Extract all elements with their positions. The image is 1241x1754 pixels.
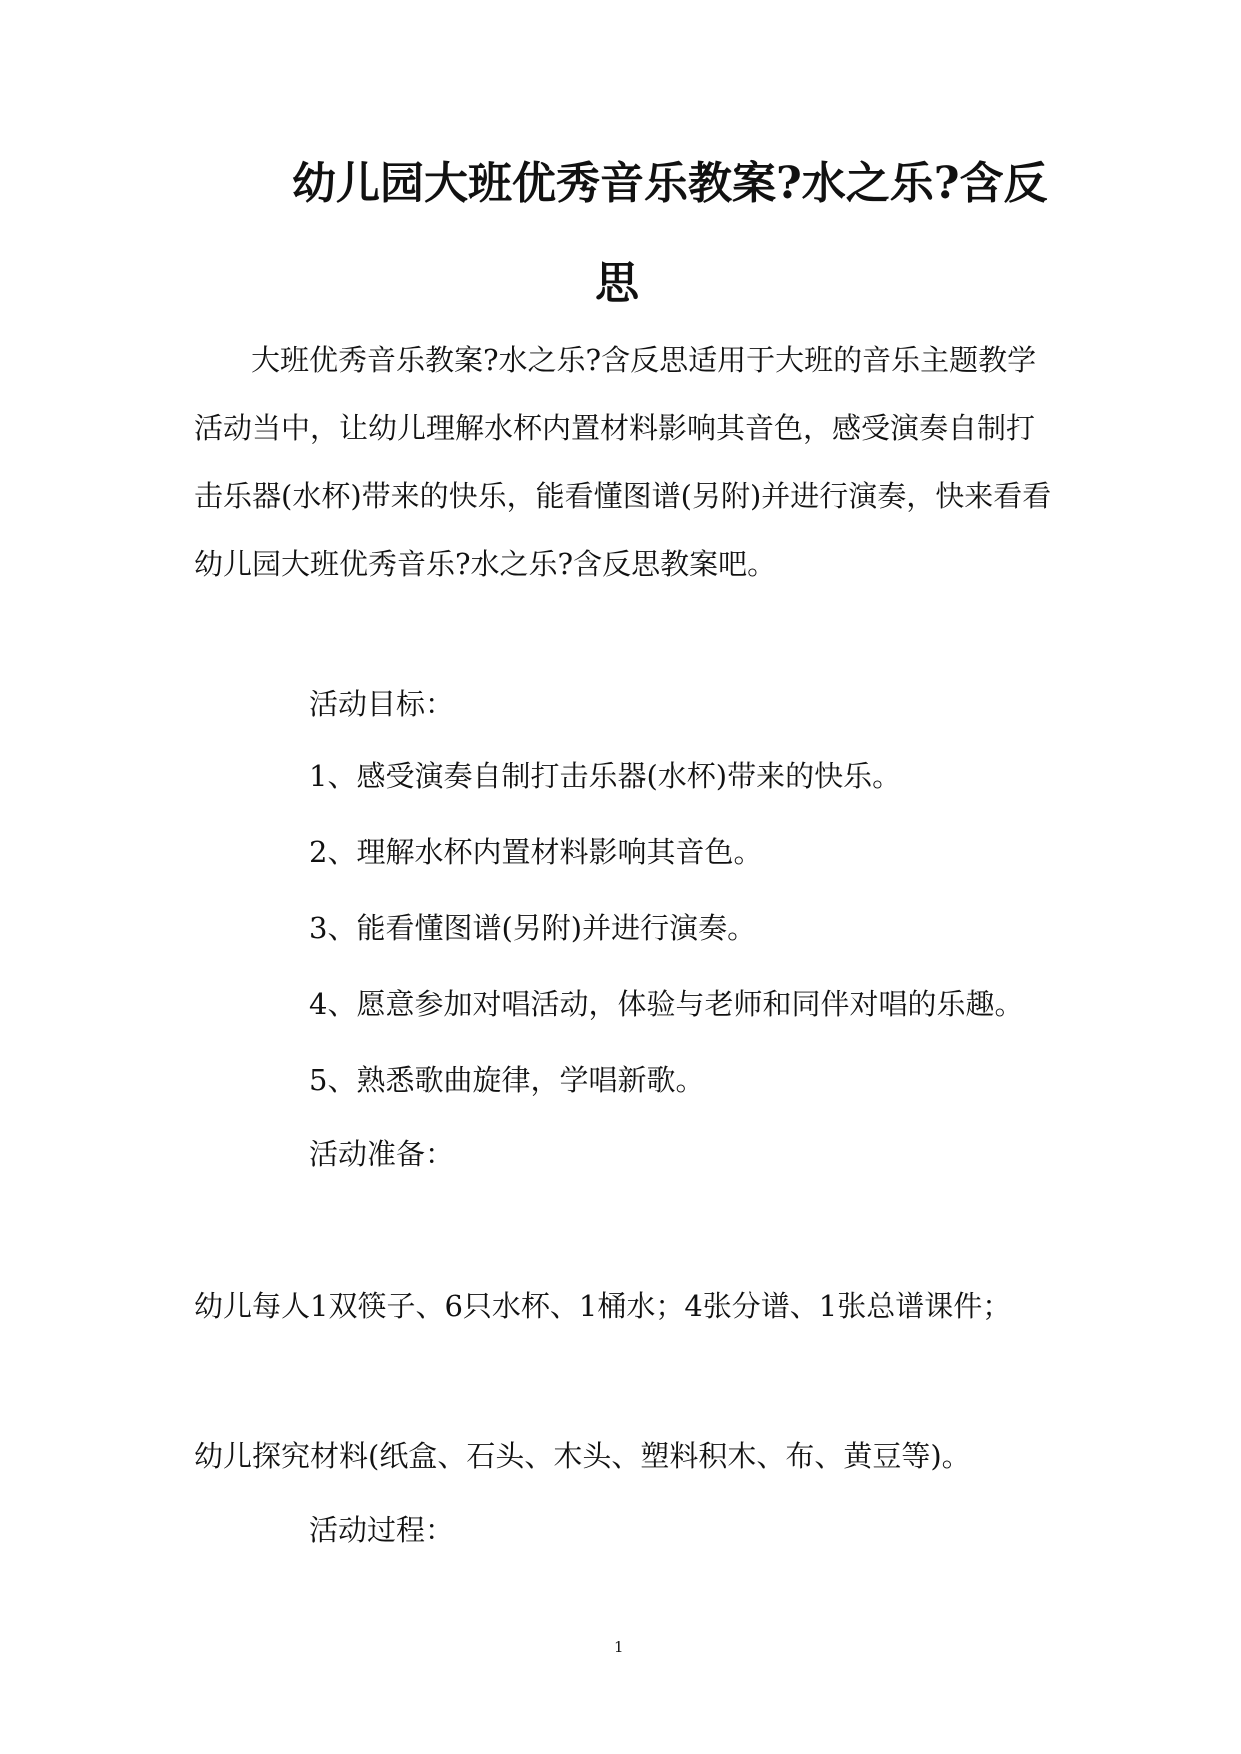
goal-item-3: 3、能看懂图谱(另附)并进行演奏。: [309, 911, 757, 945]
intro-line-3: 击乐器(水杯)带来的快乐，能看懂图谱(另附)并进行演奏，快来看看: [194, 479, 1052, 513]
goal-item-5: 5、熟悉歌曲旋律，学唱新歌。: [309, 1063, 705, 1097]
process-heading: 活动过程：: [309, 1513, 455, 1547]
goal-item-2: 2、理解水杯内置材料影响其音色。: [309, 835, 763, 869]
goal-item-4: 4、愿意参加对唱活动，体验与老师和同伴对唱的乐趣。: [309, 987, 1024, 1021]
document-title-line-1: 幼儿园大班优秀音乐教案?水之乐?含反: [292, 158, 1048, 209]
page-number: 1: [614, 1638, 624, 1656]
intro-line-1: 大班优秀音乐教案?水之乐?含反思适用于大班的音乐主题教学: [251, 343, 1037, 377]
goal-item-1: 1、感受演奏自制打击乐器(水杯)带来的快乐。: [309, 759, 902, 793]
goals-heading: 活动目标：: [309, 687, 455, 721]
document-title-line-2: 思: [595, 258, 639, 309]
intro-line-2: 活动当中，让幼儿理解水杯内置材料影响其音色，感受演奏自制打: [194, 411, 1036, 445]
preparation-item-1: 幼儿每人1双筷子、6只水杯、1桶水；4张分谱、1张总谱课件；: [194, 1289, 1012, 1323]
preparation-heading: 活动准备：: [309, 1137, 455, 1171]
intro-line-4: 幼儿园大班优秀音乐?水之乐?含反思教案吧。: [194, 547, 777, 581]
preparation-item-2: 幼儿探究材料(纸盒、石头、木头、塑料积木、布、黄豆等)。: [194, 1439, 971, 1473]
